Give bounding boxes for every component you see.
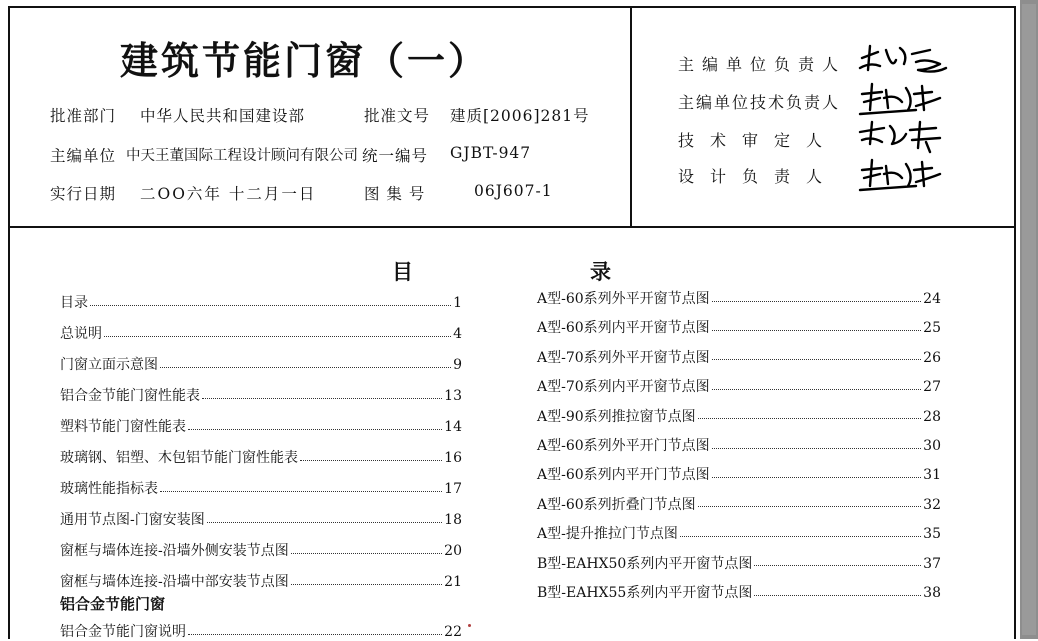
effective-date-value: 二OO六年 十二月一日 [140,185,317,203]
toc-entry-leader [300,460,442,461]
toc-entry[interactable] [537,376,941,396]
scan-speck [468,624,471,627]
toc-entry-leader [104,336,451,337]
toc-entry-title: 总说明 [60,326,102,342]
atlas-number-value: 06J607-1 [474,182,553,200]
toc-entry-page: 32 [923,496,941,513]
toc-entry-page: 18 [444,512,462,528]
scrollbar-thumb[interactable] [1022,4,1036,635]
toc-entry[interactable] [60,292,462,312]
toc-entry-page: 26 [923,349,941,366]
toc-entry-leader [712,301,922,302]
toc-entry-page: 22 [444,624,462,640]
toc-entry[interactable] [537,464,941,484]
toc-heading-right: 录 [590,260,611,284]
toc-entry-page: 31 [923,467,941,484]
handwritten-signature-3 [856,118,948,156]
effective-date-label: 实行日期 [50,185,117,203]
editor-unit-label: 主编单位 [50,147,117,165]
toc-entry-title: 铝合金节能门窗说明 [60,624,186,640]
toc-entry-title: 玻璃性能指标表 [60,481,158,497]
header-column-divider [630,6,632,226]
toc-entry[interactable] [537,435,941,455]
toc-entry-leader [754,565,921,566]
toc-entry-leader [90,305,451,306]
toc-entry-leader [712,359,922,360]
toc-entry-page: 37 [923,555,941,572]
toc-entry-leader [291,584,442,585]
toc-entry-page: 25 [923,320,941,337]
approval-doc-label: 批准文号 [364,107,431,125]
toc-entry-title: A型-70系列外平开窗节点图 [537,349,710,366]
toc-entry[interactable] [60,621,462,641]
toc-entry-title: 玻璃钢、铝塑、木包铝节能门窗性能表 [60,450,298,466]
toc-entry-page: 24 [923,291,941,307]
toc-entry[interactable] [537,347,941,367]
toc-entry-title: A型-60系列外平开窗节点图 [537,291,710,307]
toc-entry[interactable] [60,323,462,343]
toc-entry-title: 门窗立面示意图 [60,357,158,373]
toc-entry-leader [712,477,922,478]
toc-entry-leader [160,367,451,368]
toc-entry-page: 30 [923,438,941,454]
toc-entry-title: B型-EAHX50系列内平开窗节点图 [537,555,753,572]
toc-entry[interactable] [537,406,941,426]
chief-unit-head-label: 主编单位负责人 [678,55,847,74]
toc-entry-page: 17 [444,481,462,497]
toc-entry[interactable] [537,582,941,602]
toc-entry[interactable] [60,540,462,560]
toc-entry-title: A型-60系列内平开门节点图 [537,467,710,484]
approval-dept-value: 中华人民共和国建设部 [140,107,306,125]
toc-entry-leader [207,522,442,523]
toc-entry-leader [754,595,921,596]
toc-section-heading: 铝合金节能门窗 [60,595,166,613]
toc-entry-title: 塑料节能门窗性能表 [60,419,186,435]
atlas-number-label: 图 集 号 [364,185,426,203]
toc-entry-leader [188,429,442,430]
approval-dept-label: 批准部门 [50,107,117,125]
toc-entry-title: A型-60系列外平开门节点图 [537,438,710,454]
toc-entry-leader [680,536,921,537]
toc-entry-leader [712,330,922,331]
toc-entry-page: 27 [923,379,941,396]
design-lead-label: 设计负责人 [678,167,839,186]
toc-entry-page: 21 [444,574,462,590]
toc-entry[interactable] [60,571,462,591]
toc-entry[interactable] [60,416,462,436]
toc-entry-title: 窗框与墙体连接-沿墙中部安装节点图 [60,574,289,590]
toc-entry-title: 窗框与墙体连接-沿墙外侧安装节点图 [60,543,289,559]
toc-entry-title: A型-提升推拉门节点图 [537,526,678,543]
toc-entry[interactable] [60,509,462,529]
header-divider [8,226,1016,228]
toc-entry-page: 16 [444,450,462,466]
handwritten-signature-4 [856,156,948,194]
technical-reviewer-label: 技术审定人 [678,131,839,150]
toc-entry-title: 目录 [60,295,88,311]
unified-number-value: GJBT-947 [450,144,532,162]
toc-entry-title: A型-60系列内平开窗节点图 [537,320,710,337]
handwritten-signature-1 [856,40,948,78]
page-title: 建筑节能门窗（一） [120,39,490,83]
toc-entry-leader [160,491,442,492]
toc-entry-title: B型-EAHX55系列内平开窗节点图 [537,585,753,601]
toc-entry-leader [712,448,922,449]
toc-entry-page: 35 [923,526,941,543]
toc-entry-title: A型-90系列推拉窗节点图 [537,408,696,425]
toc-entry-page: 14 [444,419,462,435]
toc-entry-page: 20 [444,543,462,559]
toc-entry-page: 1 [453,295,462,311]
toc-entry-page: 28 [923,408,941,425]
toc-entry-title: 铝合金节能门窗性能表 [60,388,200,404]
toc-entry-page: 9 [453,357,462,373]
editor-unit-value: 中天王董国际工程设计顾问有限公司 [126,148,358,164]
toc-entry-page: 38 [923,585,941,601]
toc-entry-page: 13 [444,388,462,404]
toc-entry[interactable] [60,478,462,498]
toc-entry-title: A型-70系列内平开窗节点图 [537,379,710,396]
toc-entry-leader [291,553,442,554]
toc-entry[interactable] [60,385,462,405]
toc-entry[interactable] [537,553,941,573]
toc-entry-title: 通用节点图-门窗安装图 [60,512,205,528]
handwritten-signature-2 [856,80,948,118]
toc-entry[interactable] [537,494,941,514]
chief-unit-tech-head-label: 主编单位技术负责人 [678,93,841,112]
toc-entry-leader [188,634,442,635]
toc-heading-left: 目 [392,260,413,284]
vertical-scrollbar[interactable] [1020,0,1038,639]
toc-entry-leader [202,398,442,399]
toc-entry-title: A型-60系列折叠门节点图 [537,496,696,513]
toc-entry-leader [712,389,922,390]
toc-entry[interactable] [537,523,941,543]
approval-doc-value: 建质[2006]281号 [450,107,590,125]
toc-entry[interactable] [537,288,941,308]
toc-entry[interactable] [60,354,462,374]
unified-number-label: 统一编号 [362,147,429,165]
toc-entry-page: 4 [453,326,462,342]
toc-entry-leader [698,506,922,507]
toc-entry[interactable] [60,447,462,467]
toc-entry-leader [698,418,922,419]
toc-entry[interactable] [537,317,941,337]
